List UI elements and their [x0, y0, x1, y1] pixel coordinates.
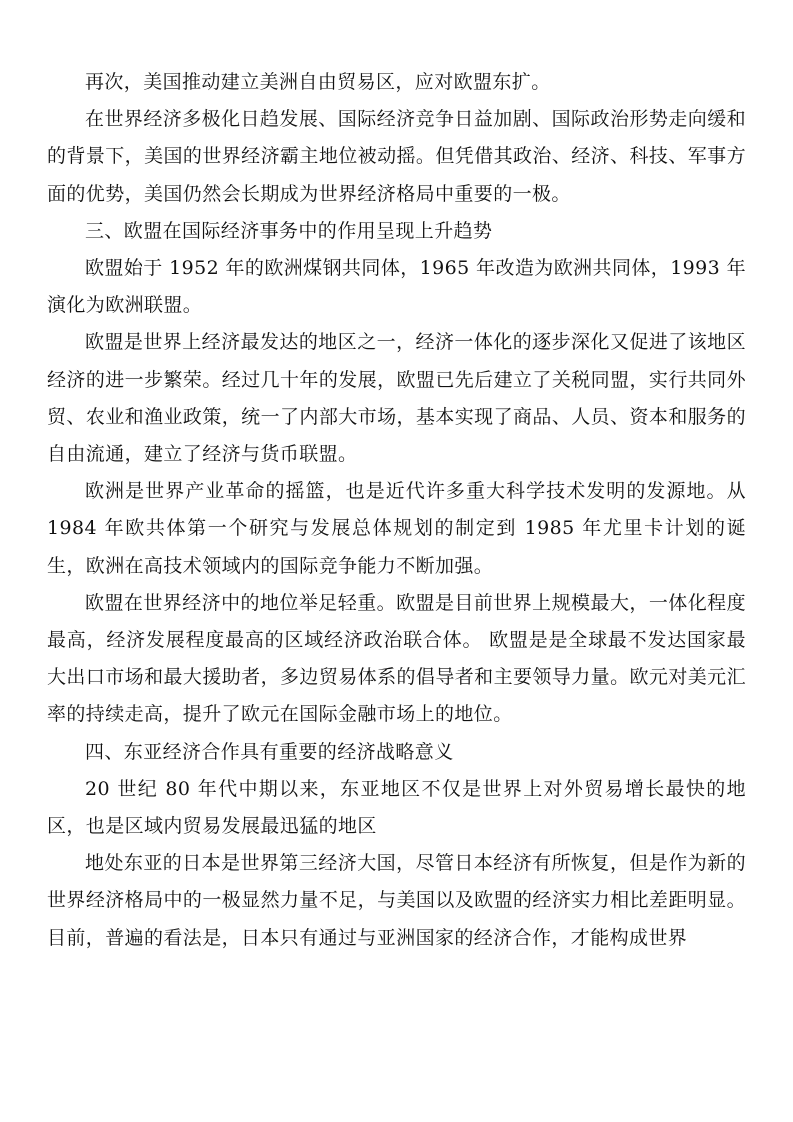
- paragraph: 20 世纪 80 年代中期以来，东亚地区不仅是世界上对外贸易增长最快的地区，也是区域内贸易发展最迅猛的地区: [47, 777, 746, 838]
- paragraph: 再次，美国推动建立美洲自由贸易区，应对欧盟东扩。: [85, 71, 551, 93]
- section-heading: 四、东亚经济合作具有重要的经济战略意义: [85, 740, 454, 763]
- paragraph: 欧盟是世界上经济最发达的地区之一，经济一体化的逐步深化又促进了该地区经济的进一步繁荣。经过几十年的发展，欧盟已先后建立了关税同盟，实行共同外贸、农业和渔业政策，统一了内部大市场，基本实现了商品、人员、资本和服务的自由流通，建立了经济与货币联盟。: [47, 331, 746, 466]
- paragraph: 在世界经济多极化日趋发展、国际经济竞争日益加剧、国际政治形势走向缓和的背景下，美国的世界经济霸主地位被动摇。但凭借其政治、经济、科技、军事方面的优势，美国仍然会长期成为世界经济格局中重要的一极。: [47, 108, 746, 205]
- paragraph: 欧盟始于 1952 年的欧洲煤钢共同体，1965 年改造为欧洲共同体，1993 年演化为欧洲联盟。: [47, 257, 746, 317]
- section-heading: 三、欧盟在国际经济事务中的作用呈现上升趋势: [85, 219, 493, 242]
- paragraph: 欧盟在世界经济中的地位举足轻重。欧盟是目前世界上规模最大，一体化程度最高，经济发展程度最高的区域经济政治联合体。 欧盟是是全球最不发达国家最大出口市场和最大援助者，多边贸易体系的倡导者和主要领导力量。欧元对美元汇率的持续走高，提升了欧元在国际金融市场上的地位。: [47, 591, 746, 726]
- paragraph: 欧洲是世界产业革命的摇篮，也是近代许多重大科学技术发明的发源地。从 1984 年欧共体第一个研究与发展总体规划的制定到 1985 年尤里卡计划的诞生，欧洲在高技术领域内的国际竞争能力不断加强。: [47, 480, 746, 577]
- paragraph: 地处东亚的日本是世界第三经济大国，尽管日本经济有所恢复，但是作为新的世界经济格局中的一极显然力量不足，与美国以及欧盟的经济实力相比差距明显。目前，普遍的看法是，日本只有通过与亚洲国家的经济合作，才能构成世界: [47, 852, 746, 949]
